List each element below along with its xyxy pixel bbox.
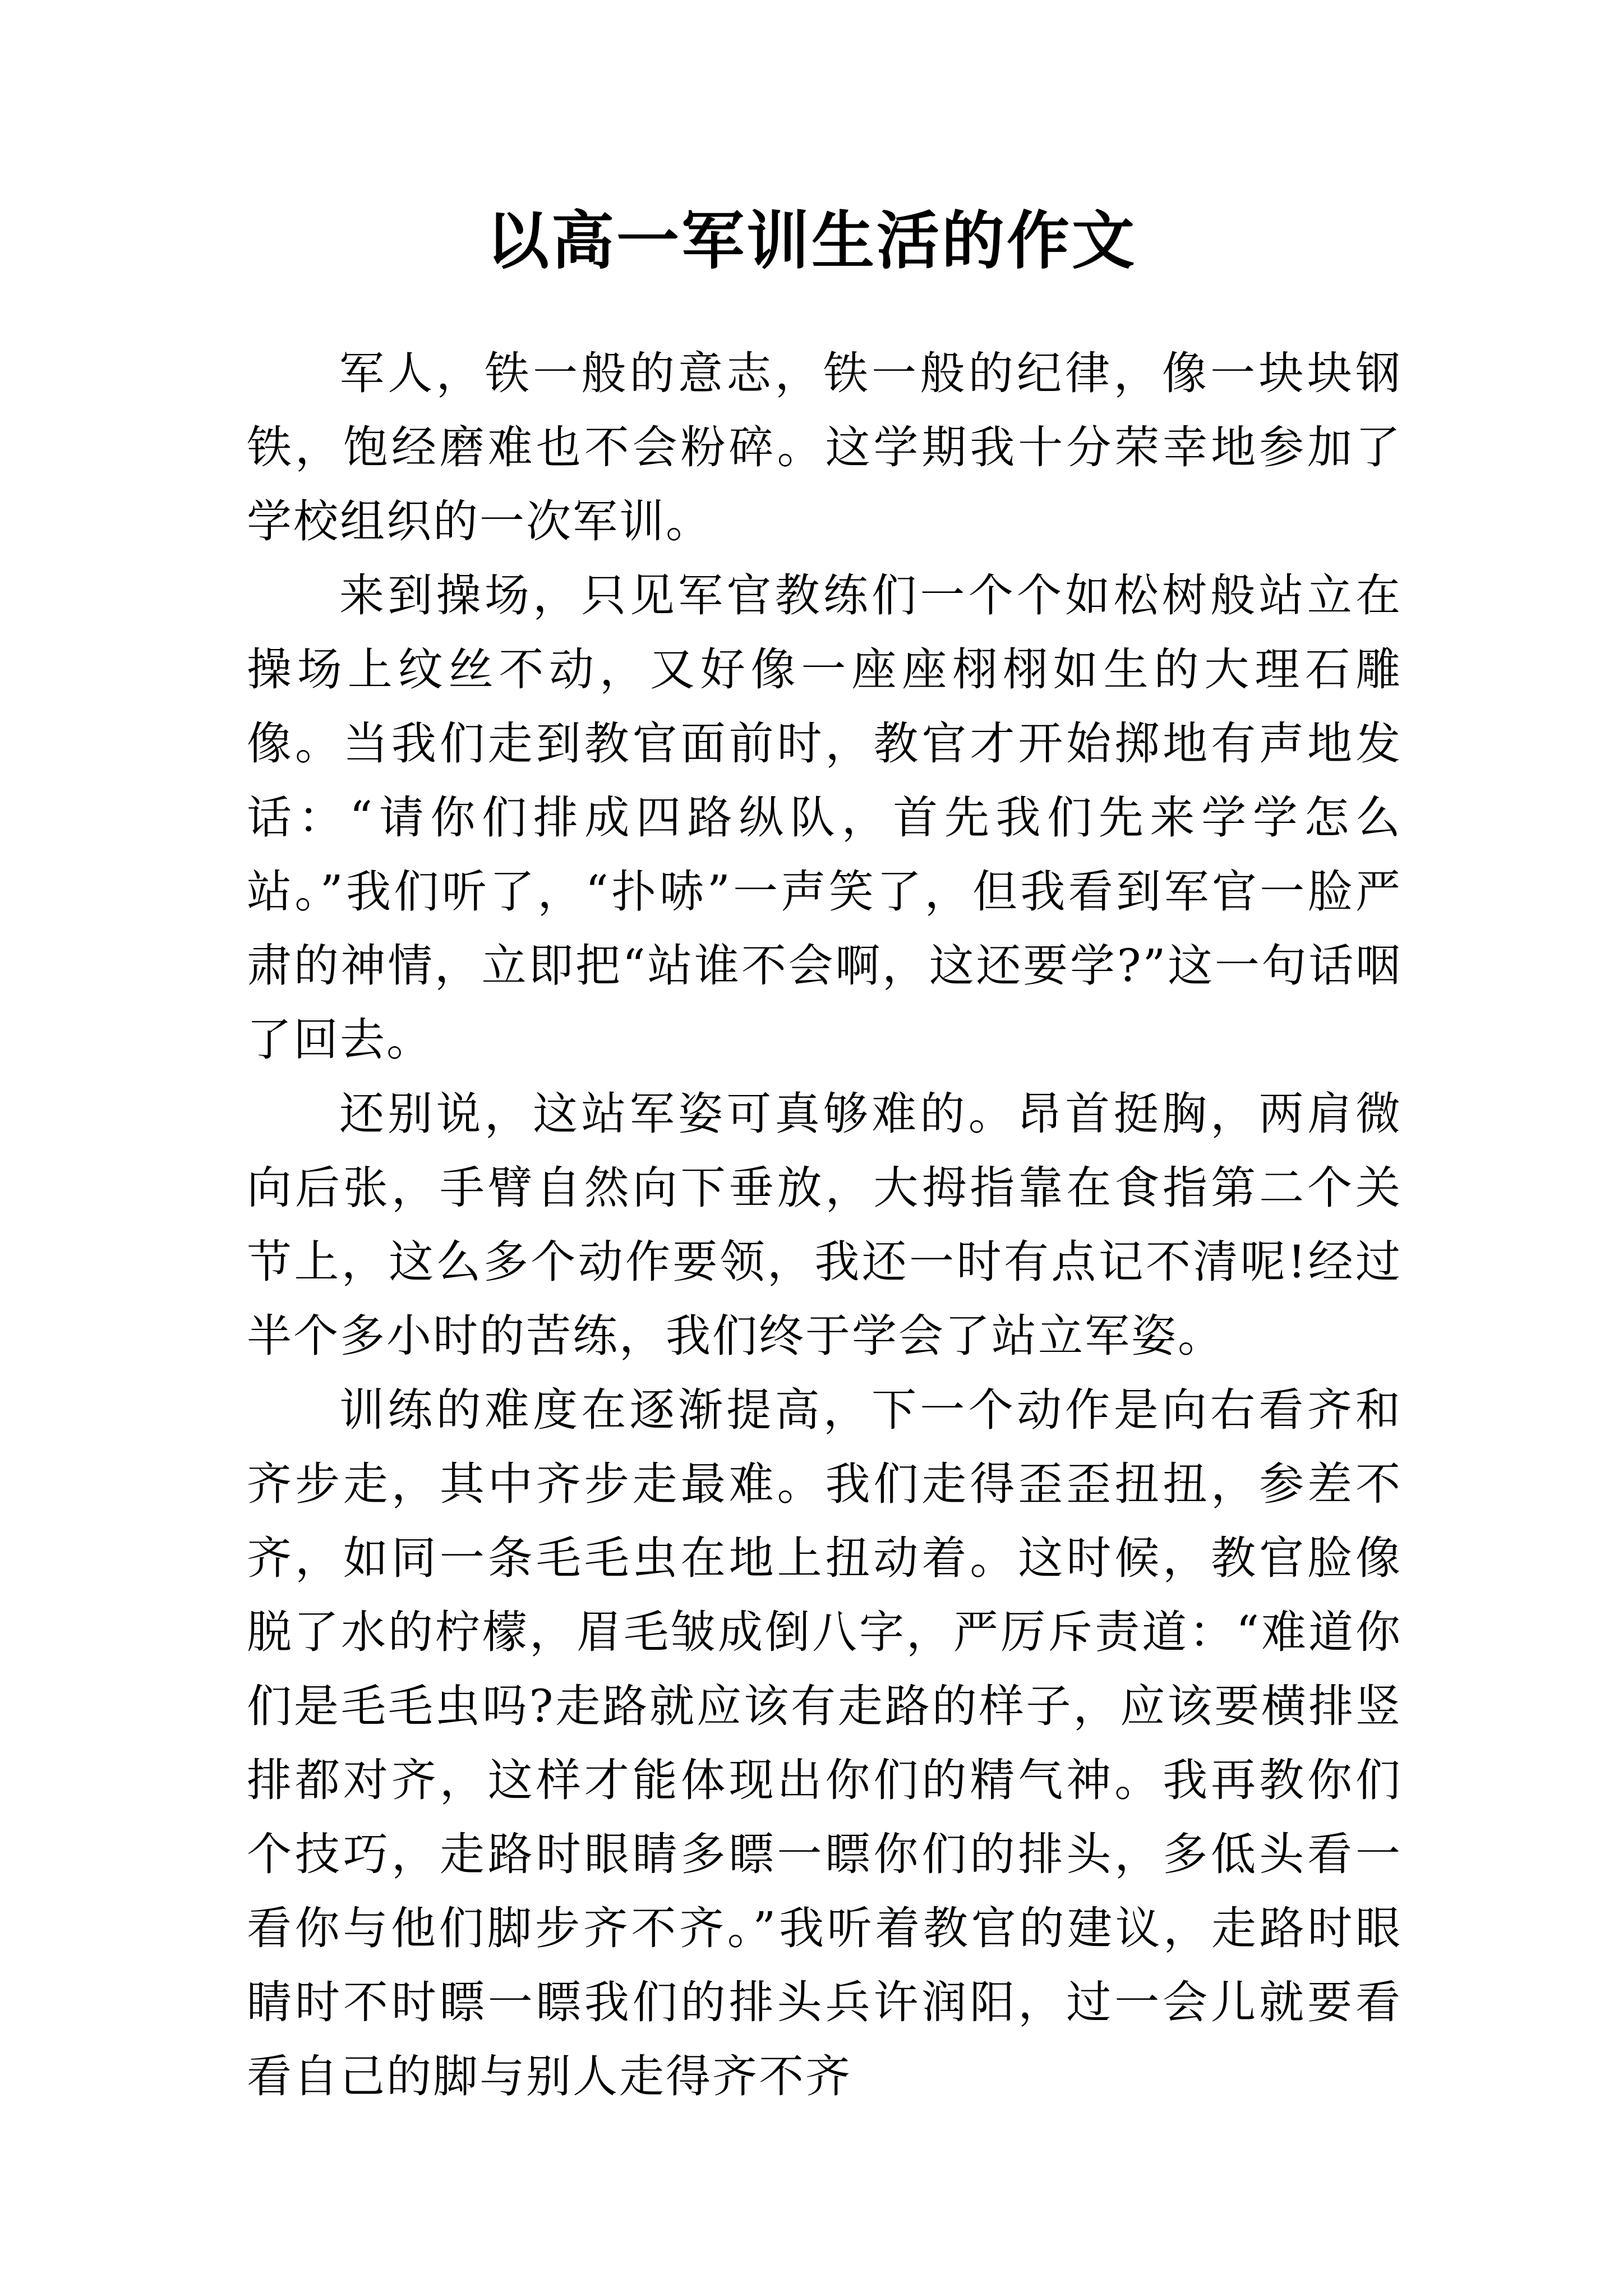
document-body: [247, 337, 1402, 2114]
paragraph-3: 还别说，这站军姿可真够难的。昂首挺胸，两肩微向后张，手臂自然向下垂放，大拇指靠在食指第二个关节上，这么多个动作要领，我还一时有点记不清呢!经过半个多小时的苦练，我们终于学会了站立军姿。: [247, 1088, 1402, 1362]
paragraph-1: 军人，铁一般的意志，铁一般的纪律，像一块块钢铁，饱经磨难也不会粉碎。这学期我十分荣幸地参加了学校组织的一次军训。: [247, 347, 1402, 547]
paragraph-4: 训练的难度在逐渐提高，下一个动作是向右看齐和齐步走，其中齐步走最难。我们走得歪歪扭扭，参差不齐，如同一条毛毛虫在地上扭动着。这时候，教官脸像脱了水的柠檬，眉毛皱成倒八字，严厉斥责道：“难道你们是毛毛虫吗?走路就应该有走路的样子，应该要横排竖排都对齐，这样才能体现出你们的精气神。我再教你们个技巧，走路时眼睛多瞟一瞟你们的排头，多低头看一看你与他们脚步齐不齐。”我听着教官的建议，走路时眼睛时不时瞟一瞟我们的排头兵许润阳，过一会儿就要看看自己的脚与别人走得齐不齐: [247, 1384, 1402, 2102]
document-title: 以高一军训生活的作文: [486, 204, 1137, 278]
paragraph-2: 来到操场，只见军官教练们一个个如松树般站立在操场上纹丝不动，又好像一座座栩栩如生的大理石雕像。当我们走到教官面前时，教官才开始掷地有声地发话：“请你们排成四路纵队，首先我们先来学学怎么站。”我们听了，“扑哧”一声笑了，但我看到军官一脸严肃的神情，立即把“站谁不会啊，这还要学?”这一句话咽了回去。: [247, 569, 1402, 1066]
